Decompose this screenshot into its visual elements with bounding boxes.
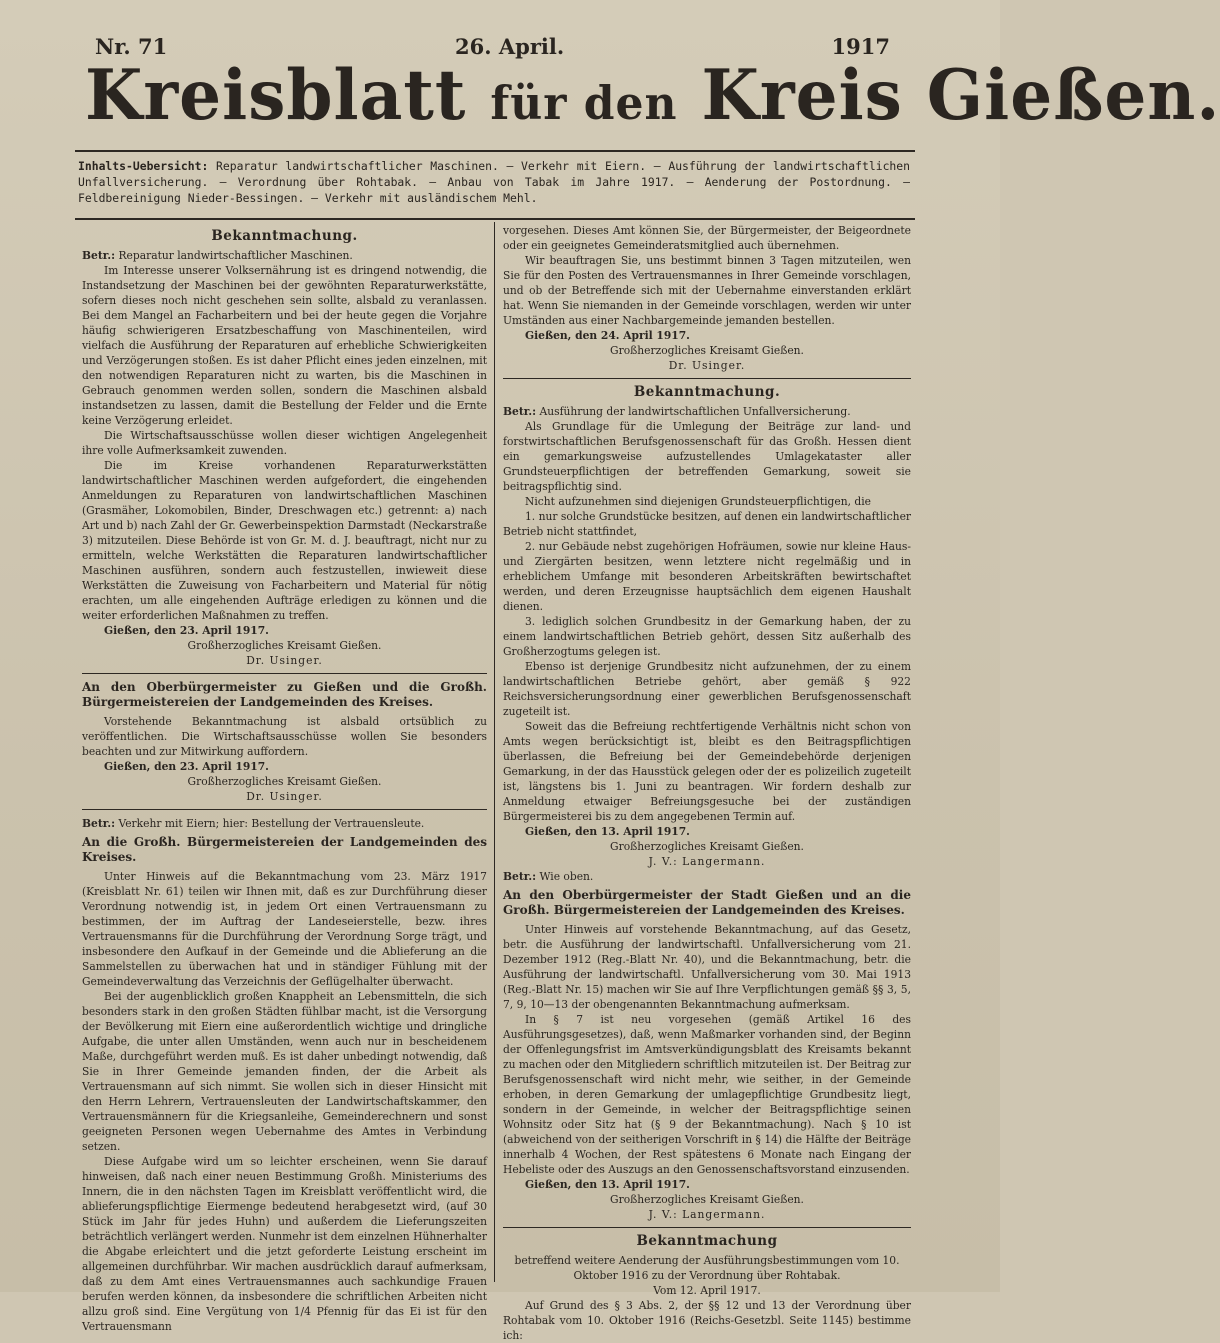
signer-name: J. V.: Langermann.	[648, 855, 766, 868]
subject-line	[503, 869, 911, 884]
article-heading: Bekanntmachung.	[211, 228, 358, 244]
place-date: Gießen, den 23. April 1917.	[104, 760, 269, 773]
subject-line	[82, 816, 487, 831]
toc-text: Reparatur landwirtschaftlicher Maschinen. — Verkehr mit Eiern. — Ausführung der landwirtschaftlichen Unfallversicherung. — Verordnung über Rohtabak. — Anbau von Tabak im Jahre 1917. — Aenderung der Postordnung. — Feldbereinigung Nieder-Bessingen. — Verkehr mit ausländischem Mehl.	[78, 159, 910, 205]
office-signature: Großherzogliches Kreisamt Gießen.	[610, 1193, 804, 1206]
title-part-c: Kreis Gießen.	[701, 54, 1220, 136]
newspaper-title	[85, 54, 1220, 136]
paragraph: Diese Aufgabe wird um so leichter erscheinen, wenn Sie darauf hinweisen, daß nach einer neuen Bestimmung Großh. Ministeriums des Innern, die in den nächsten Tagen im Kreisblatt veröffentlicht wird, die ablieferungspflichtige Eiermenge bedeutend herabgesetzt wird, (auf 30 Stück im Jahr für jedes Huhn) und außerdem die Lieferungszeiten beträchtlich verlängert werden. Nunmehr ist dem einzelnen Hühnerhalter die Abgabe erleichtert und die jetzt geforderte Leistung erscheint im allgemeinen durchführbar. Wir machen ausdrücklich darauf aufmerksam, daß zu dem Amt eines Vertrauensmannes auch sachkundige Frauen berufen werden können, da insbesondere die schriftlichen Arbeiten nicht allzu groß sind. Eine Vergütung von 1/4 Pfennig für das Ei ist für den Vertrauensmann	[82, 1155, 487, 1333]
article-separator	[82, 809, 487, 810]
office-signature: Großherzogliches Kreisamt Gießen.	[187, 639, 382, 652]
left-column	[82, 223, 487, 1334]
subject-label: Betr.:	[503, 870, 537, 883]
place-date: Gießen, den 13. April 1917.	[525, 1178, 690, 1191]
title-rule	[75, 150, 915, 152]
signer-name: Dr. Usinger.	[668, 359, 746, 372]
paragraph: Nicht aufzunehmen sind diejenigen Grundsteuerpflichtigen, die	[525, 495, 871, 508]
title-part-a: Kreisblatt	[85, 54, 467, 136]
right-column	[503, 223, 911, 1343]
paragraph: Unter Hinweis auf vorstehende Bekanntmachung, auf das Gesetz, betr. die Ausführung der landwirtschaftl. Unfallversicherung vom 21. Dezember 1912 (Reg.-Blatt Nr. 40), und die Bekanntmachung, betr. die Ausführung der landwirtschaftl. Unfallversicherung vom 30. Mai 1913 (Reg.-Blatt Nr. 15) machen wir Sie auf Ihre Verpflichtungen gemäß §§ 3, 5, 7, 9, 10—13 der obengenannten Bekanntmachung aufmerksam.	[503, 923, 911, 1011]
issue-number: Nr. 71	[95, 34, 168, 59]
subject-line	[82, 248, 487, 263]
signer-name: J. V.: Langermann.	[648, 1208, 766, 1221]
paragraph: vorgesehen. Dieses Amt können Sie, der Bürgermeister, der Beigeordnete oder ein geeignetes Gemeinderatsmitglied auch übernehmen.	[503, 224, 911, 252]
subject-text: Ausführung der landwirtschaftlichen Unfallversicherung.	[539, 405, 851, 418]
article-subheading: betreffend weitere Aenderung der Ausführungsbestimmungen vom 10. Oktober 1916 zu der Verordnung über Rohtabak.	[514, 1254, 900, 1282]
paragraph: In § 7 ist neu vorgesehen (gemäß Artikel 16 des Ausführungsgesetzes), daß, wenn Maßmarker vorhanden sind, der Beginn der Offenlegungsfrist im Amtsverkündigungsblatt des Kreisamts bekannt zu machen oder den Mitgliedern schriftlich mitzuteilen ist. Der Beitrag zur Berufsgenossenschaft wird nicht mehr, wie seither, in der Gemeinde erhoben, in deren Gemarkung der umlagepflichtige Grundbesitz liegt, sondern in der Gemeinde, in welcher der Beitragspflichtige seinen Wohnsitz oder Sitz hat (§ 9 der Bekanntmachung). Nach § 10 ist (abweichend von der seitherigen Vorschrift in § 14) die Hälfte der Beiträge innerhalb 4 Wochen, der Rest spätestens 6 Monate nach Eingang der Hebeliste oder des Auszugs an den Genossenschaftsvorstand einzusenden.	[503, 1013, 911, 1176]
article-date: Vom 12. April 1917.	[653, 1284, 761, 1297]
article-separator	[503, 1227, 911, 1228]
paragraph: Vorstehende Bekanntmachung ist alsbald ortsüblich zu veröffentlichen. Die Wirtschaftsausschüsse wollen Sie besonders beachten und zur Mitwirkung auffordern.	[82, 715, 487, 758]
column-divider	[494, 222, 495, 1282]
subject-text: Verkehr mit Eiern; hier: Bestellung der Vertrauensleute.	[118, 817, 425, 830]
addressee: An den Oberbürgermeister der Stadt Gießen und an die Großh. Bürgermeistereien der Landgemeinden des Kreises.	[503, 888, 911, 917]
list-item: 2. nur Gebäude nebst zugehörigen Hofräumen, sowie nur kleine Haus- und Ziergärten besitzen, wenn letztere nicht regelmäßig und in erheblichem Umfange mit besonderen Arbeitskräften bewirtschaftet werden, und deren Erzeugnisse hauptsächlich dem eigenen Haushalt dienen.	[503, 540, 911, 613]
paragraph: Die Wirtschaftsausschüsse wollen dieser wichtigen Angelegenheit ihre volle Aufmerksamkeit zuwenden.	[82, 429, 487, 457]
office-signature: Großherzogliches Kreisamt Gießen.	[610, 344, 804, 357]
subject-text: Reparatur landwirtschaftlicher Maschinen.	[118, 249, 353, 262]
table-of-contents	[78, 158, 910, 206]
toc-label: Inhalts-Uebersicht:	[78, 159, 209, 173]
list-item: 3. lediglich solchen Grundbesitz in der Gemarkung haben, der zu einem landwirtschaftlichen Betrieb gehört, dessen Sitz außerhalb des Großherzogtums gelegen ist.	[503, 615, 911, 658]
subject-label: Betr.:	[503, 405, 537, 418]
paragraph: Auf Grund des § 3 Abs. 2, der §§ 12 und 13 der Verordnung über Rohtabak vom 10. Oktober 1916 (Reichs-Gesetzbl. Seite 1145) bestimme ich:	[503, 1299, 911, 1342]
paragraph: Ebenso ist derjenige Grundbesitz nicht aufzunehmen, der zu einem landwirtschaftlichen Betriebe gehört, aber gemäß § 922 Reichsversicherungsordnung einer gewerblichen Berufsgenossenschaft zugeteilt ist.	[503, 660, 911, 718]
subject-label: Betr.:	[82, 249, 116, 262]
subject-text: Wie oben.	[539, 870, 594, 883]
place-date: Gießen, den 23. April 1917.	[104, 624, 269, 637]
paragraph: Wir beauftragen Sie, uns bestimmt binnen 3 Tagen mitzuteilen, wen Sie für den Posten des Vertrauensmannes in Ihrer Gemeinde vorschlagen, und ob der Betreffende sich mit der Uebernahme einverstanden erklärt hat. Wenn Sie niemanden in der Gemeinde vorschlagen, werden wir unter Umständen aus einer Nachbargemeinde jemanden bestellen.	[503, 254, 911, 327]
issue-date: 26. April.	[455, 34, 565, 59]
addressee: An den Oberbürgermeister zu Gießen und die Großh. Bürgermeistereien der Landgemeinden des Kreises.	[82, 680, 487, 709]
title-part-b: für den	[490, 77, 678, 131]
paragraph: Die im Kreise vorhandenen Reparaturwerkstätten landwirtschaftlicher Maschinen werden aufgefordert, die eingehenden Anmeldungen zu Reparaturen von landwirtschaftlichen Maschinen (Grasmäher, Lokomobilen, Binder, Dreschwagen etc.) getrennt: a) nach Art und b) nach Zahl der Gr. Gewerbeinspektion Darmstadt (Neckarstraße 3) mitzuteilen. Diese Behörde ist von Gr. M. d. J. beauftragt, nicht nur zu ermitteln, welche Werkstätten die Reparaturen landwirtschaftlicher Maschinen ausführen, sondern auch festzustellen, inwieweit diese Werkstätten die Zuweisung von Facharbeitern und Material für nötig erachten, um alle eingehenden Aufträge erledigen zu können und die weiter erforderlichen Maßnahmen zu treffen.	[82, 459, 487, 622]
place-date: Gießen, den 24. April 1917.	[525, 329, 690, 342]
article-separator	[82, 673, 487, 674]
signer-name: Dr. Usinger.	[246, 790, 323, 803]
paragraph: Als Grundlage für die Umlegung der Beiträge zur land- und forstwirtschaftlichen Berufsgenossenschaft für das Großh. Hessen dient ein gemarkungsweise aufzustellendes Umlagekataster aller Grundsteuerpflichtigen der betreffenden Gemarkung, soweit sie beitragspflichtig sind.	[503, 420, 911, 493]
paragraph: Soweit das die Befreiung rechtfertigende Verhältnis nicht schon von Amts wegen berücksichtigt ist, bleibt es den Beitragspflichtigen überlassen, die Befreiung bei der Gemeindebehörde derjenigen Gemarkung, in der das Hausstück gelegen oder der es polizeilich zugeteilt ist, längstens bis 1. Juni zu beantragen. Wir fordern deshalb zur Anmeldung etwaiger Befreiungsgesuche bei der zuständigen Bürgermeisterei bis zu dem angegebenen Termin auf.	[503, 720, 911, 823]
toc-rule	[75, 218, 915, 220]
paragraph: Unter Hinweis auf die Bekanntmachung vom 23. März 1917 (Kreisblatt Nr. 61) teilen wir Ihnen mit, daß es zur Durchführung dieser Verordnung notwendig ist, in jedem Ort einen Vertrauensmann zu bestimmen, der im Auftrag der Landeseierstelle, bezw. ihres Vertrauensmanns für die Durchführung der Verordnung Sorge trägt, und insbesondere den Aufkauf in der Gemeinde und die Ablieferung an die Sammelstellen zu überwachen hat und in ständiger Fühlung mit der Gemeindeverwaltung das Verzeichnis der Geflügelhalter überwacht.	[82, 870, 487, 988]
list-item: 1. nur solche Grundstücke besitzen, auf denen ein landwirtschaftlicher Betrieb nicht stattfindet,	[503, 510, 911, 538]
signer-name: Dr. Usinger.	[246, 654, 323, 667]
article-heading: Bekanntmachung	[636, 1233, 778, 1249]
paragraph: Bei der augenblicklich großen Knappheit an Lebensmitteln, die sich besonders stark in den großen Städten fühlbar macht, ist die Versorgung der Bevölkerung mit Eiern eine außerordentlich wichtige und dringliche Aufgabe, die unter allen Umständen, wenn auch nur in bescheidenem Maße, durchgeführt werden muß. Es ist daher unbedingt notwendig, daß Sie in Ihrer Gemeinde jemanden finden, der die Arbeit als Vertrauensmann auf sich nimmt. Sie wollen sich in dieser Hinsicht mit den Herrn Lehrern, Vertrauensleuten der Landwirtschaftskammer, den Vertrauensmännern für die Kriegsanleihe, Gemeinderechnern und sonst geeigneten Personen wegen Uebernahme des Amtes in Verbindung setzen.	[82, 990, 487, 1153]
place-date: Gießen, den 13. April 1917.	[525, 825, 690, 838]
article-separator	[503, 378, 911, 379]
issue-year: 1917	[831, 34, 890, 59]
subject-label: Betr.:	[82, 817, 116, 830]
paragraph: Im Interesse unserer Volksernährung ist es dringend notwendig, die Instandsetzung der Maschinen bei der gewöhnten Reparaturwerkstätte, sofern dieses noch nicht geschehen sein sollte, alsbald zu veranlassen. Bei dem Mangel an Facharbeitern und bei der heute gegen die Vorjahre häufig schwierigeren Ersatzbeschaffung von Maschinenteilen, wird vielfach die Ausführung der Reparaturen auf erhebliche Schwierigkeiten und Verzögerungen stoßen. Es ist daher Pflicht eines jeden einzelnen, mit den notwendigen Reparaturen nicht zu warten, bis die Maschinen in Gebrauch genommen werden sollen, sondern die Maschinen alsbald instandsetzen zu lassen, damit die Bestellung der Felder und die Ernte keine Verzögerung erleidet.	[82, 264, 487, 427]
office-signature: Großherzogliches Kreisamt Gießen.	[610, 840, 804, 853]
article-heading: Bekanntmachung.	[633, 384, 781, 400]
office-signature: Großherzogliches Kreisamt Gießen.	[187, 775, 382, 788]
addressee: An die Großh. Bürgermeistereien der Landgemeinden des Kreises.	[82, 835, 487, 864]
subject-line	[503, 404, 911, 419]
